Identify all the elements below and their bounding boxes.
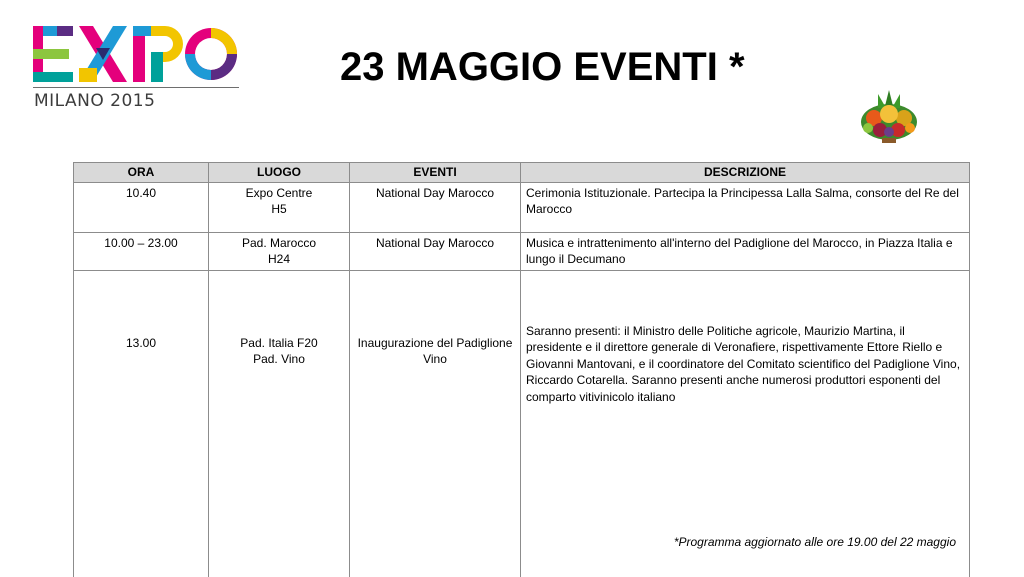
ora-value: 13.00 xyxy=(125,335,157,350)
evento-value: Inaugurazione del Padiglione Vino xyxy=(357,335,513,366)
cell-evento: National Day Marocco xyxy=(350,232,521,270)
cell-evento xyxy=(350,270,521,577)
page-title: 23 MAGGIO EVENTI * xyxy=(340,45,745,89)
cell-ora xyxy=(74,270,209,577)
events-table xyxy=(73,162,970,577)
luogo-line: Pad. Italia F20 xyxy=(240,335,318,350)
cell-ora: 10.00 – 23.00 xyxy=(74,232,209,270)
expo-wordmark-icon xyxy=(33,24,239,86)
cell-luogo xyxy=(209,182,350,232)
cell-ora: 10.40 xyxy=(74,182,209,232)
descrizione-value: Saranno presenti: il Ministro delle Politiche agricole, Maurizio Martina, il presidente e il direttore generale di Veronafiere, rispettivamente Ettore Riello e Giovanni Mantovani, e il coordinatore del Comitato scientifico del Padiglione Vino, Riccardo Cotarella. Saranno presenti anche numerosi produttori esponenti del comparto vitivinicolo italiano xyxy=(526,323,961,404)
logo-divider xyxy=(33,87,239,88)
luogo-line: Expo Centre xyxy=(245,185,313,200)
cell-descrizione: Cerimonia Istituzionale. Partecipa la Principessa Lalla Salma, consorte del Re del Marocco xyxy=(521,182,970,232)
luogo-line: Pad. Marocco xyxy=(241,235,317,250)
table-header-row xyxy=(74,163,970,183)
luogo-line: Pad. Vino xyxy=(253,352,305,366)
header-luogo: LUOGO xyxy=(209,163,350,183)
header-ora: ORA xyxy=(74,163,209,183)
header-descrizione: DESCRIZIONE xyxy=(521,163,970,183)
table-row xyxy=(74,270,970,577)
header-eventi: EVENTI xyxy=(350,163,521,183)
cell-descrizione: Musica e intrattenimento all'interno del Padiglione del Marocco, in Piazza Italia e lungo il Decumano xyxy=(521,232,970,270)
cell-evento: National Day Marocco xyxy=(350,182,521,232)
cell-luogo xyxy=(209,232,350,270)
cell-luogo xyxy=(209,270,350,577)
table-row xyxy=(74,232,970,270)
table-row xyxy=(74,182,970,232)
cell-descrizione xyxy=(521,270,970,577)
fruit-mascot-icon xyxy=(856,88,922,144)
expo-logo xyxy=(33,24,243,114)
luogo-line: H5 xyxy=(271,202,287,216)
logo-subtitle: MILANO 2015 xyxy=(34,91,156,111)
footnote: *Programma aggiornato alle ore 19.00 del 22 maggio xyxy=(673,535,956,549)
luogo-line: H24 xyxy=(267,252,290,266)
